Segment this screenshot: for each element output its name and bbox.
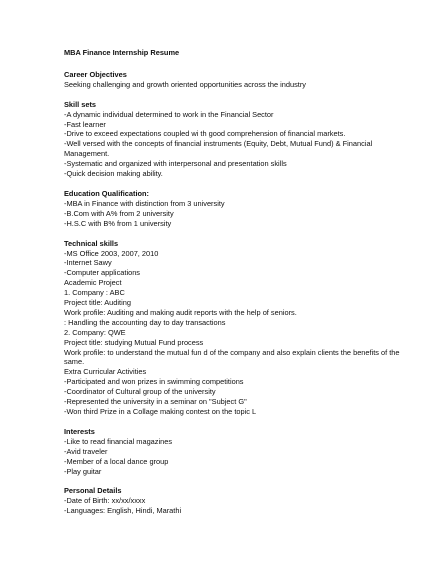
education-heading: Education Qualification: (64, 188, 149, 198)
technical-item: -Computer applications (64, 268, 140, 278)
technical-item: -MS Office 2003, 2007, 2010 (64, 248, 159, 258)
personal-details-section (64, 486, 410, 516)
personal-item: -Date of Birth: xx/xx/xxxx (64, 496, 146, 506)
interest-item: -Avid traveler (64, 446, 108, 456)
technical-item: -Coordinator of Cultural group of the university (64, 387, 216, 397)
education-item: -MBA in Finance with distinction from 3 university (64, 198, 225, 208)
skill-item: -Well versed with the concepts of financial instruments (Equity, Debt, Mutual Fund) & Financial Management. (64, 139, 373, 159)
technical-item: 1. Company : ABC (64, 288, 125, 298)
education-section (64, 189, 410, 229)
document-title: MBA Finance Internship Resume (64, 48, 180, 57)
career-objectives-heading: Career Objectives (64, 69, 127, 79)
education-item: -H.S.C with B% from 1 university (64, 218, 172, 228)
personal-details-heading: Personal Details (64, 486, 122, 496)
skill-item: -Drive to exceed expectations coupled wi th good comprehension of financial markets. (64, 129, 346, 139)
skill-item: -Fast learner (64, 119, 106, 129)
personal-item: -Languages: English, Hindi, Marathi (64, 506, 182, 516)
interest-item: -Member of a local dance group (64, 456, 169, 466)
technical-item: Work profile: to understand the mutual fun d of the company and also explain clients the benefits of the same. (64, 347, 400, 367)
interests-section (64, 427, 410, 477)
technical-item: : Handling the accounting day to day transactions (64, 317, 226, 327)
technical-item: -Won third Prize in a Collage making contest on the topic L (64, 407, 257, 416)
technical-item: -Participated and won prizes in swimming competitions (64, 377, 244, 387)
academic-project-label: Academic Project (64, 278, 122, 288)
skill-sets-section (64, 100, 410, 179)
skill-sets-heading: Skill sets (64, 99, 97, 109)
skill-item: -Systematic and organized with interpersonal and presentation skills (64, 159, 287, 169)
extra-curricular-label: Extra Curricular Activities (64, 367, 147, 377)
technical-item: 2. Company: QWE (64, 327, 126, 337)
skill-item: -Quick decision making ability. (64, 169, 163, 179)
skill-item: -A dynamic individual determined to work in the Financial Sector (64, 109, 274, 119)
technical-item: Project title: studying Mutual Fund process (64, 337, 204, 347)
interest-item: -Play guitar (64, 466, 102, 476)
technical-item: Project title: Auditing (64, 298, 131, 308)
interests-heading: Interests (64, 426, 95, 436)
career-objectives-section (64, 70, 410, 90)
technical-item: -Internet Sawy (64, 258, 112, 268)
technical-item: -Represented the university in a seminar on "Subject G" (64, 397, 247, 407)
career-objectives-text: Seeking challenging and growth oriented opportunities across the industry (64, 79, 306, 89)
interest-item: -Like to read financial magazines (64, 436, 173, 446)
education-item: -B.Com with A% from 2 university (64, 208, 174, 218)
technical-item: Work profile: Auditing and making audit reports with the help of seniors. (64, 307, 297, 317)
technical-skills-section (64, 239, 410, 417)
technical-skills-heading: Technical skills (64, 238, 119, 248)
